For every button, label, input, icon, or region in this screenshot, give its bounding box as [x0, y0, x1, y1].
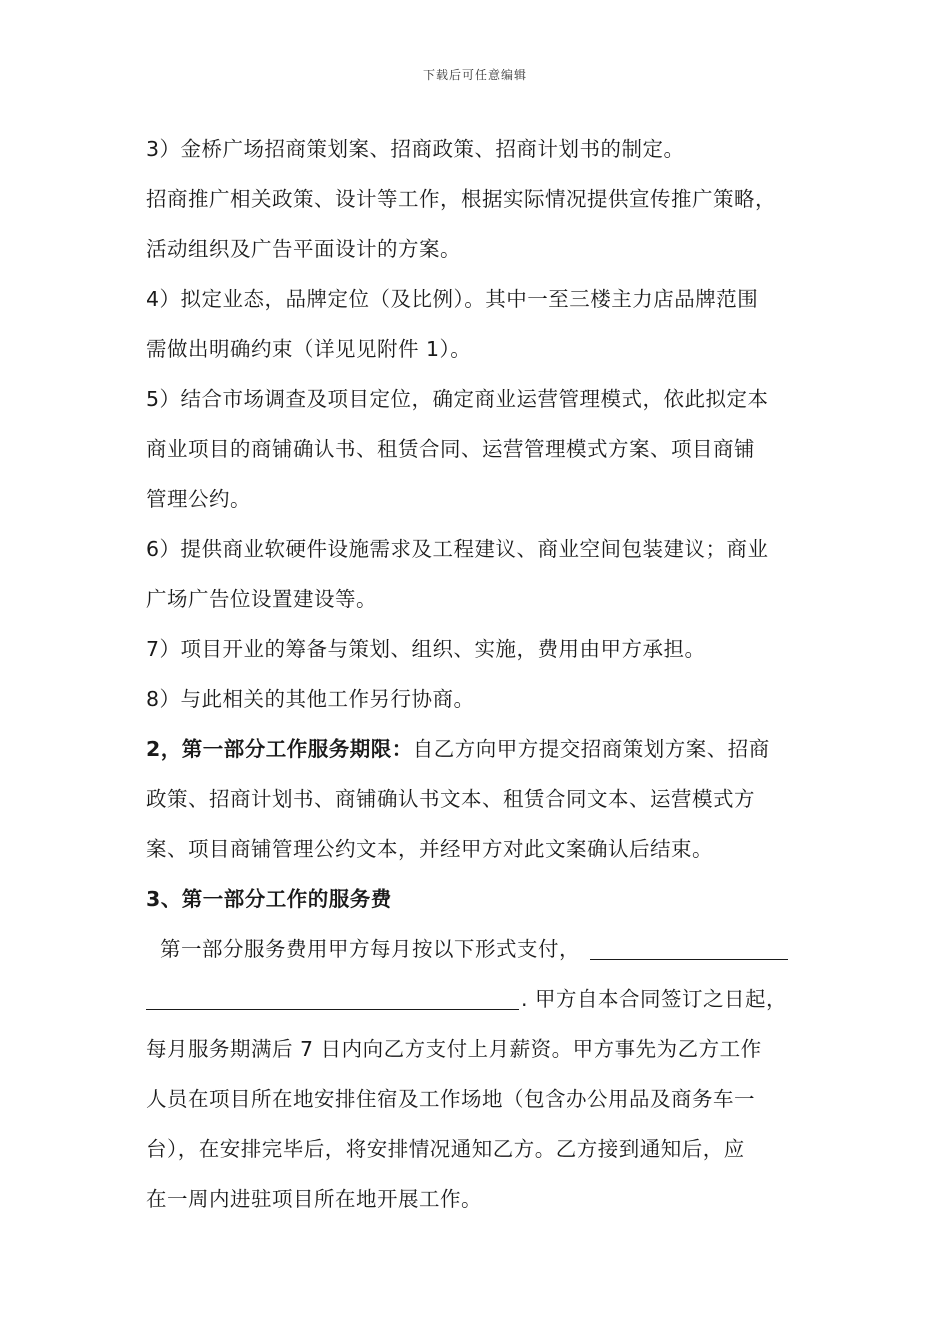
paragraph-line: 7）项目开业的筹备与策划、组织、实施，费用由甲方承担。: [146, 637, 706, 661]
payment-line: [146, 930, 826, 980]
paragraph-line: 招商推广相关政策、设计等工作，根据实际情况提供宣传推广策略，: [146, 187, 776, 211]
paragraph-line: 商业项目的商铺确认书、租赁合同、运营管理模式方案、项目商铺: [146, 437, 755, 461]
paragraph-line: 3）金桥广场招商策划案、招商政策、招商计划书的制定。: [146, 137, 685, 161]
paragraph-line: 6）提供商业软硬件设施需求及工程建议、商业空间包装建议；商业: [146, 537, 769, 561]
paragraph-line: 政策、招商计划书、商铺确认书文本、租赁合同文本、运营模式方: [146, 787, 755, 811]
service-period-heading: 2，第一部分工作服务期限：: [146, 737, 413, 761]
blank-underline: [146, 983, 519, 1010]
paragraph-line: 在一周内进驻项目所在地开展工作。: [146, 1187, 482, 1211]
service-period-line: [146, 730, 826, 780]
payment-line: [146, 980, 826, 1030]
paragraph-line: 案、项目商铺管理公约文本，并经甲方对此文案确认后结束。: [146, 837, 713, 861]
paragraph-line: 活动组织及广告平面设计的方案。: [146, 237, 461, 261]
section-heading: 3、第一部分工作的服务费: [146, 887, 392, 911]
paragraph-line: 5）结合市场调查及项目定位，确定商业运营管理模式，依此拟定本: [146, 387, 769, 411]
document-body: [146, 130, 826, 1230]
service-period-text: 自乙方向甲方提交招商策划方案、招商: [412, 737, 770, 761]
payment-text: 第一部分服务费用甲方每月按以下形式支付，: [160, 937, 580, 961]
paragraph-line: 4）拟定业态，品牌定位（及比例）。其中一至三楼主力店品牌范围: [146, 287, 759, 311]
payment-text: . 甲方自本合同签订之日起，: [521, 987, 788, 1011]
paragraph-line: 每月服务期满后 7 日内向乙方支付上月薪资。甲方事先为乙方工作: [146, 1037, 762, 1061]
paragraph-line: 广场广告位设置建设等。: [146, 587, 377, 611]
paragraph-line: 需做出明确约束（详见见附件 1）。: [146, 337, 472, 361]
paragraph-line: 管理公约。: [146, 487, 251, 511]
paragraph-line: 台），在安排完毕后，将安排情况通知乙方。乙方接到通知后，应: [146, 1137, 745, 1161]
paragraph-line: 人员在项目所在地安排住宿及工作场地（包含办公用品及商务车一: [146, 1087, 755, 1111]
blank-underline: [590, 933, 788, 960]
page-header: 下载后可任意编辑: [422, 68, 527, 82]
paragraph-line: 8）与此相关的其他工作另行协商。: [146, 687, 475, 711]
